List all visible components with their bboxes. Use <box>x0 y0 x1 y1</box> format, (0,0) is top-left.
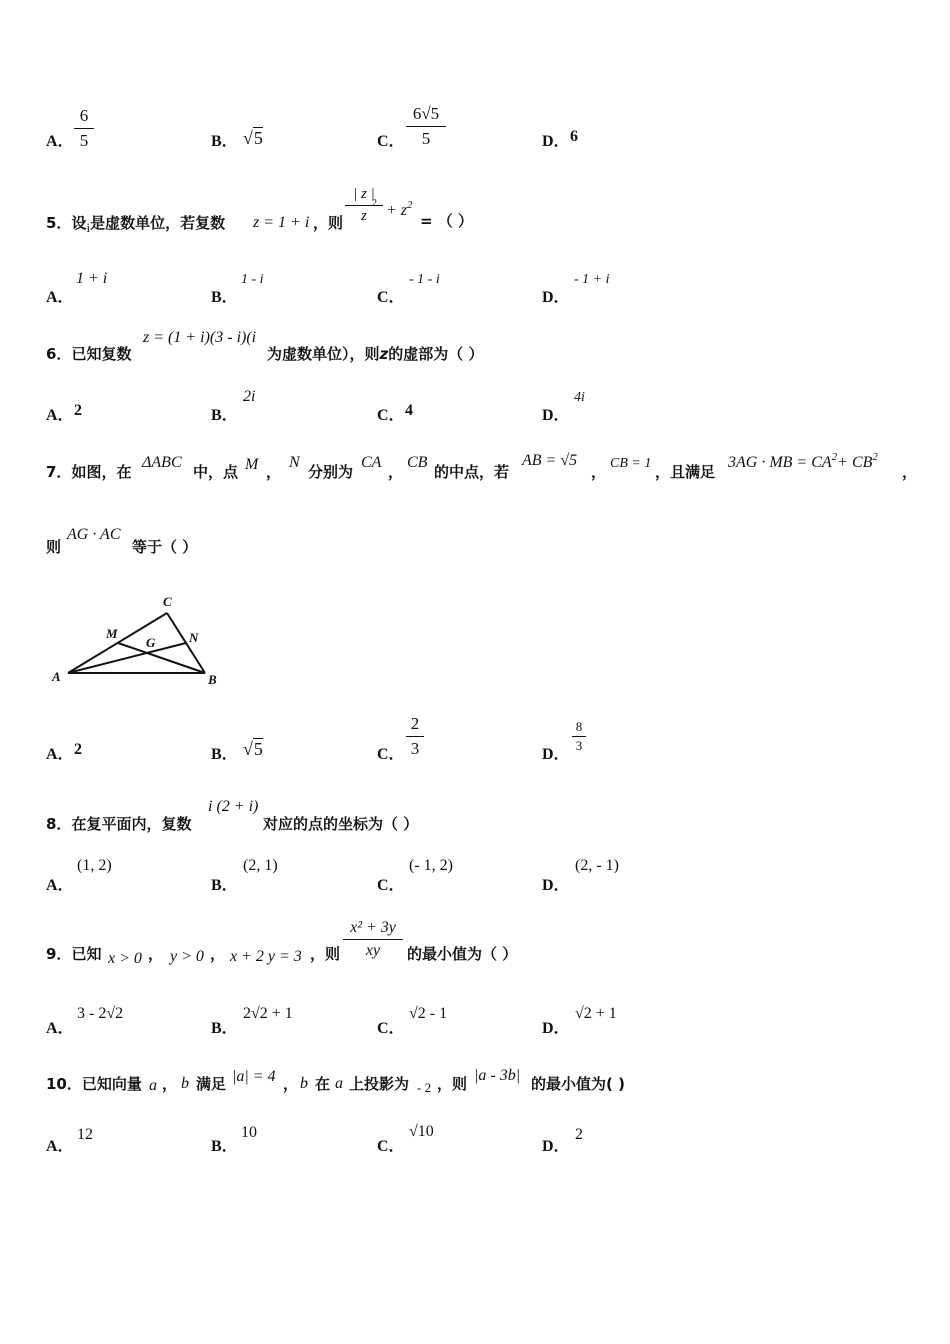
vertex-b-label: B <box>208 672 217 687</box>
q7-point-m: M <box>245 456 259 473</box>
q4-option-c <box>406 104 446 149</box>
q6-label-b: B． <box>211 407 238 424</box>
q10-stem-e: ，则 <box>437 1075 468 1093</box>
q7-d-num: 8 <box>575 719 583 734</box>
q4-b-value: 5 <box>253 128 263 148</box>
q10-stem-b: 满足 <box>196 1075 227 1093</box>
q7-stem-f: 则 <box>46 538 62 556</box>
q4-a-num: 6 <box>79 106 89 125</box>
q7-c-den: 3 <box>410 739 420 758</box>
q8-label-a: A． <box>46 877 74 894</box>
q10-stem-f: 的最小值为( ) <box>531 1075 625 1093</box>
q7-c-num: 2 <box>410 714 420 733</box>
q8-option-d: (2, - 1) <box>575 857 619 874</box>
q5-option-b: 1 - i <box>241 272 264 287</box>
q6-option-d: 4i <box>574 390 585 405</box>
q10-norm: |a| = 4 <box>232 1068 276 1085</box>
q10-label-d: D． <box>542 1138 570 1155</box>
q5-option-c: - 1 - i <box>409 272 440 287</box>
q6-label-d: D． <box>542 407 570 424</box>
vertex-c-label: C <box>163 594 172 609</box>
q9-stem-b: 的最小值为（ ） <box>407 945 518 963</box>
q7-comma: ， <box>902 463 918 481</box>
q6-option-a: 2 <box>74 402 82 419</box>
q9-cond-y: y > 0 <box>170 948 204 965</box>
q7-triangle-figure <box>40 588 230 698</box>
q8-option-a: (1, 2) <box>77 857 112 874</box>
q10-stem-a: 10．已知向量 <box>46 1075 142 1093</box>
point-n-label: N <box>189 630 199 645</box>
q7-option-b: √5 <box>243 739 263 759</box>
q7-label-d: D． <box>542 746 570 763</box>
q5-option-d: - 1 + i <box>574 272 610 287</box>
q4-a-den: 5 <box>79 131 89 150</box>
q5-z-def: z = 1 + i <box>253 214 310 231</box>
q5-label-d: D． <box>542 289 570 306</box>
q4-c-den: 5 <box>421 129 431 148</box>
q4-option-d: 6 <box>570 128 578 145</box>
q8-stem-b: 对应的点的坐标为（ ） <box>263 815 419 833</box>
q7-stem-a: 7．如图，在 <box>46 463 132 481</box>
point-g-label: G <box>146 635 156 650</box>
q8-label-c: C． <box>377 877 405 894</box>
q4-option-a <box>74 106 94 151</box>
q10-option-c: √10 <box>409 1123 434 1140</box>
q4-label-b: B． <box>211 133 238 150</box>
q9-frac-num: x² + 3y <box>350 919 396 936</box>
q10-option-d: 2 <box>575 1126 583 1143</box>
q7-option-c <box>406 714 424 759</box>
q7-point-n: N <box>289 454 300 471</box>
q9-frac-den: xy <box>365 942 381 959</box>
segment-an <box>68 643 186 673</box>
q7-option-d <box>572 719 586 754</box>
q7-b-value: 5 <box>253 739 263 759</box>
q10-stem-d: 上投影为 <box>349 1075 410 1093</box>
q8-label-d: D． <box>542 877 570 894</box>
q4-label-c: C． <box>377 133 405 150</box>
q7-ab: AB = √5 <box>522 452 578 469</box>
q5-frac-den: z <box>361 208 367 224</box>
q7-condition: 3AG · MB = $CA^2+ CB^2$ <box>728 451 878 471</box>
q5-plus-z: + $z^2$ <box>386 199 413 219</box>
q10-option-b: 10 <box>241 1124 257 1141</box>
q8-label-b: B． <box>211 877 238 894</box>
q5-label-b: B． <box>211 289 238 306</box>
q8-expr: i (2 + i) <box>208 798 259 815</box>
q6-expr: z = (1 + i)(3 - i)(i <box>143 329 257 346</box>
q10-expr: |a - 3b| <box>474 1067 521 1084</box>
q6-label-a: A． <box>46 407 74 424</box>
q5-i: i <box>86 220 91 235</box>
q9-cond-x: x > 0 <box>108 950 142 967</box>
q7-stem-c: 分别为 <box>308 463 354 481</box>
q9-stem-a: 9．已知 <box>46 945 102 963</box>
q8-stem-a: 8．在复平面内，复数 <box>46 815 192 833</box>
q6-option-c: 4 <box>405 402 413 419</box>
q9-fraction <box>343 919 403 960</box>
q5-label-a: A． <box>46 289 74 306</box>
q7-ca: CA <box>361 454 382 471</box>
q5-frac-num: | z | <box>353 186 375 202</box>
q10-stem-c: 在 <box>315 1075 331 1093</box>
q6-option-b: 2i <box>243 388 256 405</box>
q5-paren: = （ ） <box>420 212 474 230</box>
q7-cb: CB <box>407 454 428 471</box>
q10-vec-a2: a <box>335 1075 343 1092</box>
q7-stem-d: 的中点，若 <box>434 463 510 481</box>
q7-label-a: A． <box>46 746 74 763</box>
q4-option-b: √5 <box>243 128 263 148</box>
q10-vec-b2: b <box>300 1075 308 1092</box>
q7-stem-b: 中，点 <box>193 463 239 481</box>
q7-cb-value: CB = 1 <box>610 456 652 471</box>
q9-label-d: D． <box>542 1020 570 1037</box>
q6-stem-a: 6．已知复数 <box>46 345 132 363</box>
q8-option-b: (2, 1) <box>243 857 278 874</box>
q7-label-c: C． <box>377 746 405 763</box>
q9-label-c: C． <box>377 1020 405 1037</box>
q10-vec-a: a <box>149 1077 157 1094</box>
q9-option-b: 2√2 + 1 <box>243 1005 293 1022</box>
q10-option-a: 12 <box>77 1126 93 1143</box>
q4-label-a: A． <box>46 133 74 150</box>
q10-label-c: C． <box>377 1138 405 1155</box>
q5-label-c: C． <box>377 289 405 306</box>
q5-stem: 5．设i是虚数单位，若复数 <box>46 214 226 235</box>
q7-d-den: 3 <box>575 738 583 753</box>
q9-cond-sum: x + 2 y = 3 <box>230 948 302 965</box>
q7-stem-g: 等于（ ） <box>132 538 198 556</box>
q7-option-a: 2 <box>74 741 82 758</box>
vertex-a-label: A <box>52 669 61 684</box>
q4-label-d: D． <box>542 133 570 150</box>
q7-triangle: ΔABC <box>142 454 182 471</box>
q5-fraction <box>345 186 383 225</box>
q9-option-c: √2 - 1 <box>409 1005 448 1022</box>
q7-ask: AG · AC <box>67 526 121 543</box>
q7-stem-e: ，且满足 <box>655 463 716 481</box>
q10-vec-b: b <box>181 1075 189 1092</box>
point-m-label: M <box>106 626 118 641</box>
q9-option-a: 3 - 2√2 <box>77 1005 124 1022</box>
q5-option-a: 1 + i <box>76 270 108 287</box>
q10-projection: - 2 <box>417 1080 432 1095</box>
q4-c-num: 6√5 <box>412 104 440 123</box>
q5-then: ，则 <box>313 214 344 232</box>
q8-option-c: (- 1, 2) <box>409 857 453 874</box>
q9-then: ，则 <box>310 945 341 963</box>
q6-label-c: C． <box>377 407 405 424</box>
q7-label-b: B． <box>211 746 238 763</box>
q10-label-a: A． <box>46 1138 74 1155</box>
q9-label-a: A． <box>46 1020 74 1037</box>
q9-label-b: B． <box>211 1020 238 1037</box>
q6-stem-b: 为虚数单位），则z的虚部为（ ） <box>267 345 484 363</box>
q9-option-d: √2 + 1 <box>575 1005 617 1022</box>
q10-label-b: B． <box>211 1138 238 1155</box>
